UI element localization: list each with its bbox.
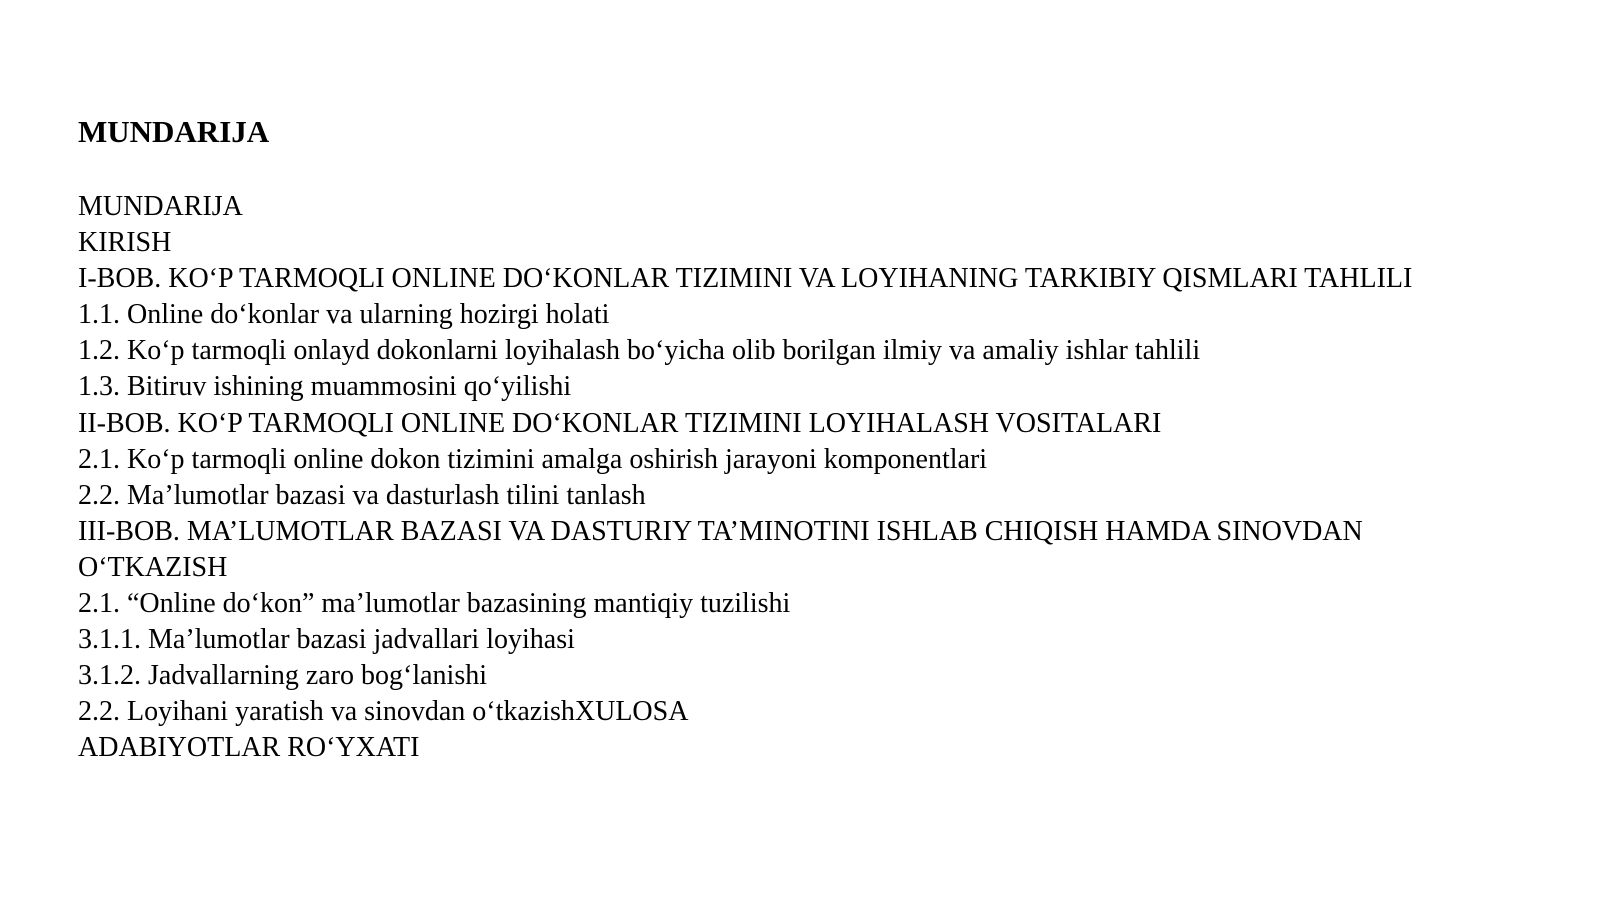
toc-item: ADABIYOTLAR RO‘YXATI (78, 732, 420, 764)
toc-item: MUNDARIJA (78, 191, 243, 222)
document-heading: MUNDARIJA (78, 114, 270, 149)
table-of-contents (78, 189, 1518, 767)
toc-item: II-BOB. KO‘P TARMOQLI ONLINE DO‘KONLAR TIZIMINI LOYIHALASH VOSITALARI (78, 407, 1162, 439)
toc-item: 2.1. “Online do‘kon” ma’lumotlar bazasining mantiqiy tuzilishi (78, 588, 791, 620)
toc-item: 1.2. Ko‘p tarmoqli onlayd dokonlarni loyihalash bo‘yicha olib borilgan ilmiy va amaliy ishlar tahlili (78, 335, 1201, 367)
toc-item: KIRISH (78, 227, 172, 259)
toc-item: 2.2. Ma’lumotlar bazasi va dasturlash tilini tanlash (78, 479, 646, 511)
toc-item: 3.1.1. Ma’lumotlar bazasi jadvallari loyihasi (78, 624, 575, 656)
toc-item: 2.1. Ko‘p tarmoqli online dokon tizimini amalga oshirish jarayoni komponentlari (78, 443, 988, 475)
toc-item: 1.1. Online do‘konlar va ularning hozirgi holati (78, 299, 610, 331)
document-page (78, 112, 1518, 764)
toc-item: 3.1.2. Jadvallarning zaro bog‘lanishi (78, 660, 488, 692)
toc-item: 1.3. Bitiruv ishining muammosini qo‘yilishi (78, 371, 572, 403)
toc-item: III-BOB. MA’LUMOTLAR BAZASI VA DASTURIY TA’MINOTINI ISHLAB CHIQISH HAMDA SINOVDAN O‘TKAZISH (78, 515, 1363, 583)
toc-item: I-BOB. KO‘P TARMOQLI ONLINE DO‘KONLAR TIZIMINI VA LOYIHANING TARKIBIY QISMLARI TAHLILI (78, 263, 1413, 295)
toc-item: 2.2. Loyihani yaratish va sinovdan o‘tkazishXULOSA (78, 696, 689, 728)
